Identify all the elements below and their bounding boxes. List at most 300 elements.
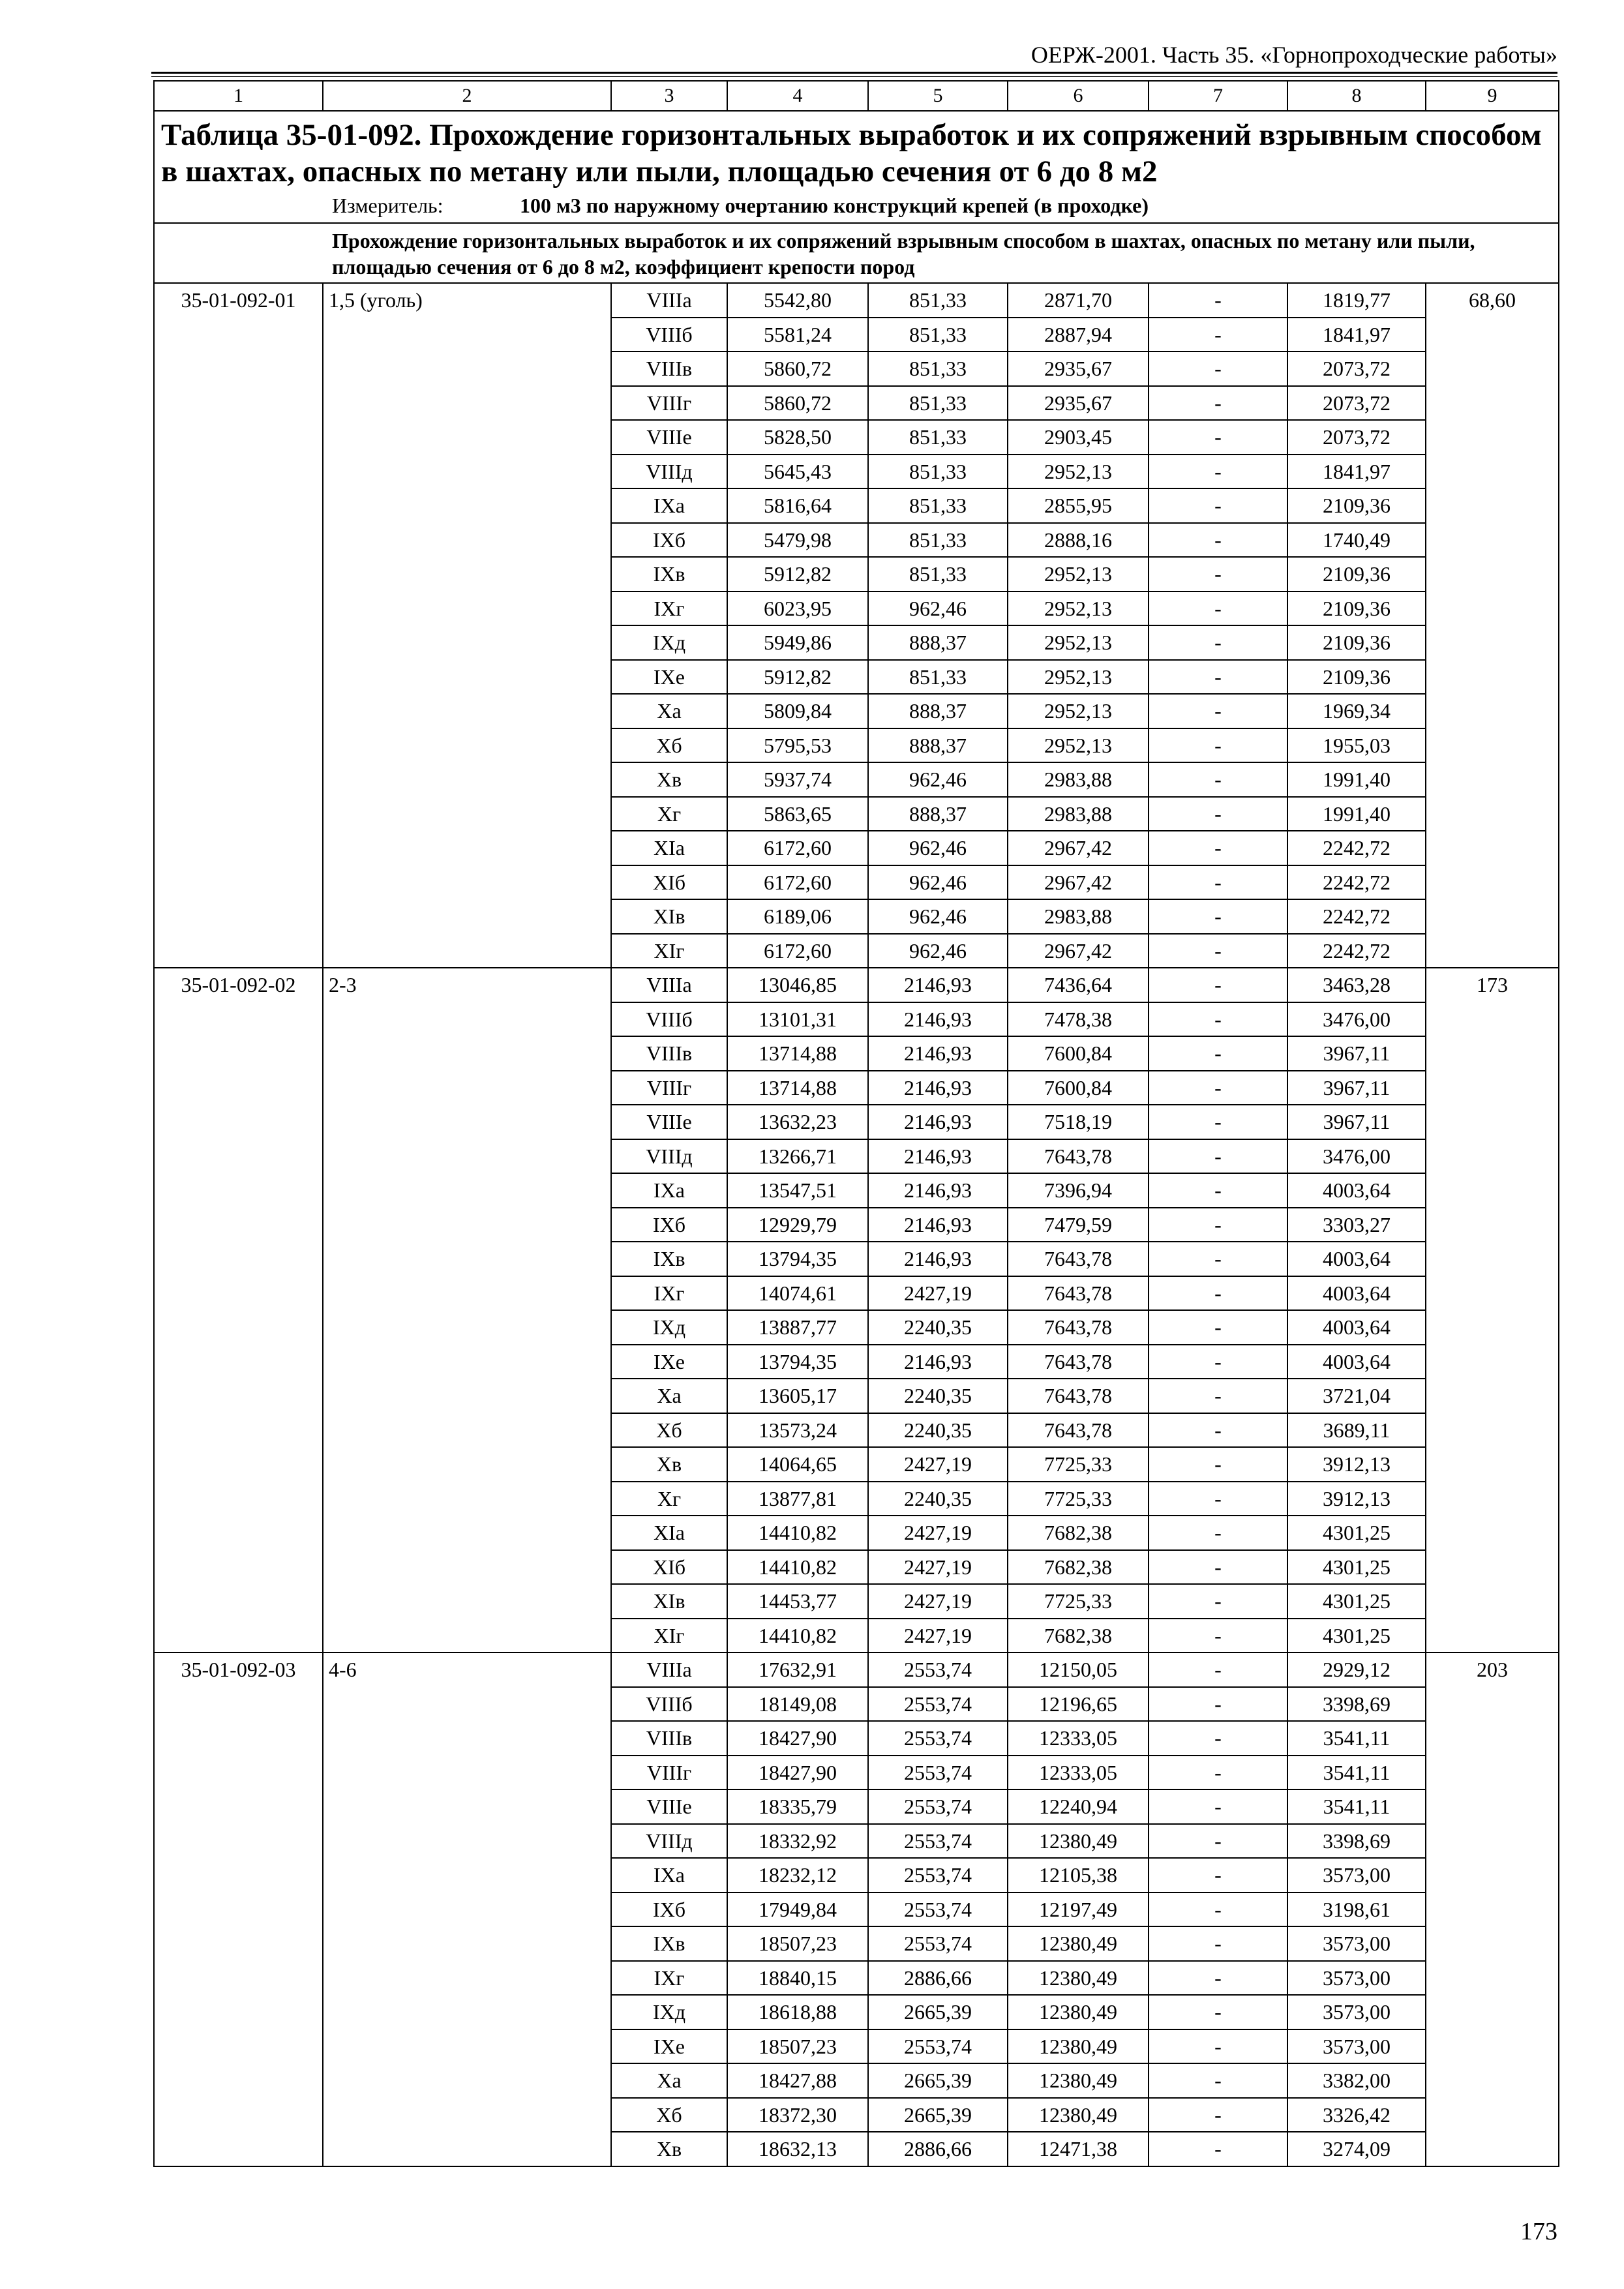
column-number: 1 (154, 81, 323, 111)
support-type: IXа (611, 1858, 727, 1893)
cost-value: 888,37 (868, 797, 1008, 831)
meter-value: 100 м3 по наружному очертанию конструкций крепей (в проходке) (520, 194, 1149, 217)
cost-value: 12380,49 (1008, 1995, 1149, 2029)
support-type: IXе (611, 1345, 727, 1379)
cost-value: - (1149, 352, 1287, 386)
subtitle-row (154, 223, 1559, 283)
cost-value: - (1149, 1173, 1287, 1208)
cost-value: 3967,11 (1287, 1105, 1426, 1139)
cost-value: 2553,74 (868, 1926, 1008, 1961)
cost-value: - (1149, 1482, 1287, 1516)
cost-value: 2871,70 (1008, 283, 1149, 318)
cost-value: 3398,69 (1287, 1687, 1426, 1722)
cost-value: 7643,78 (1008, 1242, 1149, 1276)
support-type: VIIIб (611, 318, 727, 352)
cost-value: 7643,78 (1008, 1276, 1149, 1311)
cost-value: 2109,36 (1287, 625, 1426, 660)
cost-value: 2952,13 (1008, 694, 1149, 728)
cost-value: - (1149, 1995, 1287, 2029)
cost-value: 3573,00 (1287, 1926, 1426, 1961)
table-row (154, 1653, 1559, 1687)
cost-value: 14064,65 (727, 1447, 868, 1482)
cost-value: 2109,36 (1287, 557, 1426, 591)
cost-value: 18232,12 (727, 1858, 868, 1893)
cost-value: 2553,74 (868, 1653, 1008, 1687)
cost-value: 2146,93 (868, 1036, 1008, 1071)
cost-value: 4003,64 (1287, 1242, 1426, 1276)
support-type: VIIIв (611, 1721, 727, 1756)
support-type: IXе (611, 2029, 727, 2064)
cost-value: 851,33 (868, 488, 1008, 523)
cost-value: 4301,25 (1287, 1584, 1426, 1619)
cost-value: - (1149, 523, 1287, 558)
cost-value: 2967,42 (1008, 934, 1149, 968)
cost-value: - (1149, 660, 1287, 695)
support-type: XIг (611, 1619, 727, 1653)
rock-hardness: 1,5 (уголь) (323, 283, 611, 968)
cost-value: 5542,80 (727, 283, 868, 318)
cost-value: 13632,23 (727, 1105, 868, 1139)
column-number: 9 (1426, 81, 1559, 111)
cost-value: 2952,13 (1008, 625, 1149, 660)
table-title-cell (154, 111, 1559, 223)
cost-value: - (1149, 1379, 1287, 1413)
cost-value: 2146,93 (868, 1345, 1008, 1379)
cost-value: 7436,64 (1008, 968, 1149, 1002)
cost-value: 13547,51 (727, 1173, 868, 1208)
cost-value: 3541,11 (1287, 1756, 1426, 1790)
support-type: IXд (611, 625, 727, 660)
page-header: ОЕРЖ-2001. Часть 35. «Горнопроходческие работы» (1030, 42, 1557, 68)
column-number: 5 (868, 81, 1008, 111)
cost-value: - (1149, 1824, 1287, 1859)
cost-value: 3721,04 (1287, 1379, 1426, 1413)
cost-value: 13794,35 (727, 1242, 868, 1276)
cost-value: 851,33 (868, 420, 1008, 455)
cost-value: 851,33 (868, 455, 1008, 489)
cost-value: 18507,23 (727, 1926, 868, 1961)
support-type: VIIIе (611, 1789, 727, 1824)
cost-value: 18372,30 (727, 2098, 868, 2132)
cost-value: - (1149, 591, 1287, 626)
cost-value: 3274,09 (1287, 2132, 1426, 2166)
cost-value: - (1149, 1653, 1287, 1687)
cost-value: 2903,45 (1008, 420, 1149, 455)
cost-value: 5949,86 (727, 625, 868, 660)
cost-value: 7600,84 (1008, 1036, 1149, 1071)
column-9-value: 173 (1426, 968, 1559, 1653)
support-type: XIб (611, 1550, 727, 1585)
header-rule (151, 72, 1557, 74)
cost-value: 5816,64 (727, 488, 868, 523)
cost-value: 2665,39 (868, 2098, 1008, 2132)
cost-value: 13714,88 (727, 1036, 868, 1071)
cost-value: 3689,11 (1287, 1413, 1426, 1448)
cost-value: 2240,35 (868, 1413, 1008, 1448)
cost-value: 13794,35 (727, 1345, 868, 1379)
cost-value: 7725,33 (1008, 1584, 1149, 1619)
cost-value: - (1149, 1276, 1287, 1311)
page-number: 173 (1520, 2218, 1557, 2245)
support-type: VIIIг (611, 1756, 727, 1790)
cost-value: 12380,49 (1008, 2063, 1149, 2098)
support-type: Xг (611, 797, 727, 831)
cost-value: 2073,72 (1287, 352, 1426, 386)
cost-value: 5581,24 (727, 318, 868, 352)
cost-value: 2146,93 (868, 1208, 1008, 1242)
support-type: IXг (611, 1276, 727, 1311)
support-type: Xв (611, 1447, 727, 1482)
support-type: VIIIа (611, 968, 727, 1002)
support-type: IXб (611, 1893, 727, 1927)
cost-value: 1841,97 (1287, 455, 1426, 489)
rates-table (153, 80, 1559, 2167)
cost-value: 14410,82 (727, 1516, 868, 1550)
cost-value: 7682,38 (1008, 1516, 1149, 1550)
support-type: VIIIв (611, 1036, 727, 1071)
support-type: VIIIд (611, 455, 727, 489)
cost-value: 7479,59 (1008, 1208, 1149, 1242)
support-type: IXб (611, 523, 727, 558)
support-type: Xа (611, 694, 727, 728)
cost-value: - (1149, 1447, 1287, 1482)
cost-value: 1969,34 (1287, 694, 1426, 728)
support-type: VIIIа (611, 1653, 727, 1687)
cost-value: 2242,72 (1287, 831, 1426, 865)
column-number: 6 (1008, 81, 1149, 111)
cost-value: 3382,00 (1287, 2063, 1426, 2098)
cost-value: 3573,00 (1287, 2029, 1426, 2064)
support-type: IXд (611, 1310, 727, 1345)
cost-value: - (1149, 865, 1287, 900)
cost-value: 7725,33 (1008, 1447, 1149, 1482)
cost-value: 1819,77 (1287, 283, 1426, 318)
cost-value: 2887,94 (1008, 318, 1149, 352)
cost-value: 7643,78 (1008, 1379, 1149, 1413)
cost-value: 2929,12 (1287, 1653, 1426, 1687)
cost-value: 3463,28 (1287, 968, 1426, 1002)
cost-value: 7643,78 (1008, 1139, 1149, 1174)
cost-value: 962,46 (868, 762, 1008, 797)
table-title: Таблица 35-01-092. Прохождение горизонтальных выработок и их сопряжений взрывным способом в шахтах, опасных по метану или пыли, площадью сечения от 6 до 8 м2 (161, 118, 1542, 188)
cost-value: 888,37 (868, 694, 1008, 728)
cost-value: 18335,79 (727, 1789, 868, 1824)
cost-value: 2146,93 (868, 1139, 1008, 1174)
cost-value: 851,33 (868, 660, 1008, 695)
cost-value: 2553,74 (868, 1824, 1008, 1859)
cost-value: 18427,90 (727, 1721, 868, 1756)
cost-value: 6172,60 (727, 865, 868, 900)
cost-value: 5912,82 (727, 557, 868, 591)
cost-value: 6172,60 (727, 831, 868, 865)
cost-value: 6023,95 (727, 591, 868, 626)
support-type: Xв (611, 2132, 727, 2166)
cost-value: 962,46 (868, 899, 1008, 934)
cost-value: 18618,88 (727, 1995, 868, 2029)
cost-value: 2952,13 (1008, 728, 1149, 763)
column-number: 8 (1287, 81, 1426, 111)
cost-value: - (1149, 1756, 1287, 1790)
cost-value: - (1149, 1345, 1287, 1379)
cost-value: 3912,13 (1287, 1447, 1426, 1482)
cost-value: 851,33 (868, 386, 1008, 421)
cost-value: 2935,67 (1008, 386, 1149, 421)
cost-value: 12380,49 (1008, 2029, 1149, 2064)
cost-value: 2967,42 (1008, 865, 1149, 900)
support-type: XIв (611, 899, 727, 934)
cost-value: 2146,93 (868, 1105, 1008, 1139)
cost-value: - (1149, 1036, 1287, 1071)
cost-value: 2983,88 (1008, 762, 1149, 797)
cost-value: 2240,35 (868, 1482, 1008, 1516)
cost-value: - (1149, 1002, 1287, 1037)
cost-value: 18840,15 (727, 1961, 868, 1996)
support-type: VIIIд (611, 1139, 727, 1174)
cost-value: - (1149, 1550, 1287, 1585)
cost-value: 2952,13 (1008, 660, 1149, 695)
support-type: IXв (611, 557, 727, 591)
cost-value: 13877,81 (727, 1482, 868, 1516)
cost-value: 4003,64 (1287, 1276, 1426, 1311)
cost-value: 18427,90 (727, 1756, 868, 1790)
column-number: 4 (727, 81, 868, 111)
cost-value: - (1149, 283, 1287, 318)
cost-value: 962,46 (868, 591, 1008, 626)
cost-value: 13101,31 (727, 1002, 868, 1037)
cost-value: 12333,05 (1008, 1756, 1149, 1790)
cost-value: 12380,49 (1008, 2098, 1149, 2132)
cost-value: 12150,05 (1008, 1653, 1149, 1687)
cost-value: 5937,74 (727, 762, 868, 797)
cost-value: 2242,72 (1287, 934, 1426, 968)
cost-value: 2146,93 (868, 1002, 1008, 1037)
column-number: 3 (611, 81, 727, 111)
cost-value: 18507,23 (727, 2029, 868, 2064)
cost-value: 2553,74 (868, 2029, 1008, 2064)
cost-value: - (1149, 1926, 1287, 1961)
cost-value: 2240,35 (868, 1310, 1008, 1345)
cost-value: 3573,00 (1287, 1961, 1426, 1996)
cost-value: - (1149, 797, 1287, 831)
cost-value: 6172,60 (727, 934, 868, 968)
cost-value: - (1149, 455, 1287, 489)
support-type: XIг (611, 934, 727, 968)
cost-value: 7478,38 (1008, 1002, 1149, 1037)
cost-value: 12471,38 (1008, 2132, 1149, 2166)
cost-value: 13046,85 (727, 968, 868, 1002)
cost-value: - (1149, 1310, 1287, 1345)
cost-value: 5863,65 (727, 797, 868, 831)
cost-value: 14410,82 (727, 1619, 868, 1653)
cost-value: 14410,82 (727, 1550, 868, 1585)
cost-value: - (1149, 2063, 1287, 2098)
cost-value: 888,37 (868, 728, 1008, 763)
cost-value: 2886,66 (868, 1961, 1008, 1996)
cost-value: 2146,93 (868, 1173, 1008, 1208)
support-type: Xб (611, 1413, 727, 1448)
cost-value: - (1149, 1858, 1287, 1893)
cost-value: 12380,49 (1008, 1926, 1149, 1961)
cost-value: 12380,49 (1008, 1961, 1149, 1996)
cost-value: 7396,94 (1008, 1173, 1149, 1208)
cost-value: - (1149, 1413, 1287, 1448)
cost-value: - (1149, 1961, 1287, 1996)
cost-value: 18427,88 (727, 2063, 868, 2098)
cost-value: 17632,91 (727, 1653, 868, 1687)
cost-value: 7643,78 (1008, 1345, 1149, 1379)
cost-value: - (1149, 1584, 1287, 1619)
cost-value: 3912,13 (1287, 1482, 1426, 1516)
cost-value: 13605,17 (727, 1379, 868, 1413)
cost-value: - (1149, 1687, 1287, 1722)
cost-value: 2427,19 (868, 1276, 1008, 1311)
cost-value: 851,33 (868, 557, 1008, 591)
support-type: Xб (611, 728, 727, 763)
cost-value: 2073,72 (1287, 386, 1426, 421)
column-9-value: 68,60 (1426, 283, 1559, 968)
cost-value: 2427,19 (868, 1584, 1008, 1619)
cost-value: 2146,93 (868, 1071, 1008, 1105)
rate-code: 35-01-092-02 (154, 968, 323, 1653)
cost-value: 2146,93 (868, 968, 1008, 1002)
cost-value: - (1149, 1105, 1287, 1139)
cost-value: 2855,95 (1008, 488, 1149, 523)
support-type: IXг (611, 1961, 727, 1996)
cost-value: - (1149, 1139, 1287, 1174)
cost-value: - (1149, 762, 1287, 797)
column-number-row (154, 81, 1559, 111)
cost-value: - (1149, 557, 1287, 591)
cost-value: 18332,92 (727, 1824, 868, 1859)
cost-value: - (1149, 899, 1287, 934)
cost-value: 851,33 (868, 523, 1008, 558)
cost-value: 2242,72 (1287, 865, 1426, 900)
cost-value: 3198,61 (1287, 1893, 1426, 1927)
cost-value: 851,33 (868, 318, 1008, 352)
cost-value: 2553,74 (868, 1756, 1008, 1790)
support-type: VIIIд (611, 1824, 727, 1859)
cost-value: 7643,78 (1008, 1310, 1149, 1345)
cost-value: 5809,84 (727, 694, 868, 728)
support-type: Xа (611, 1379, 727, 1413)
cost-value: 962,46 (868, 934, 1008, 968)
cost-value: 18632,13 (727, 2132, 868, 2166)
subtitle: Прохождение горизонтальных выработок и их сопряжений взрывным способом в шахтах, опасных по метану или пыли, площадью сечения от 6 до 8 м2, коэффициент крепости пород (154, 223, 1559, 283)
cost-value: 962,46 (868, 831, 1008, 865)
cost-value: 3541,11 (1287, 1789, 1426, 1824)
support-type: VIIIв (611, 352, 727, 386)
cost-value: - (1149, 1208, 1287, 1242)
cost-value: 2952,13 (1008, 591, 1149, 626)
cost-value: 2967,42 (1008, 831, 1149, 865)
cost-value: 12240,94 (1008, 1789, 1149, 1824)
cost-value: 7682,38 (1008, 1550, 1149, 1585)
table-row (154, 283, 1559, 318)
cost-value: 1991,40 (1287, 797, 1426, 831)
cost-value: - (1149, 318, 1287, 352)
cost-value: - (1149, 2098, 1287, 2132)
cost-value: 1740,49 (1287, 523, 1426, 558)
cost-value: - (1149, 968, 1287, 1002)
cost-value: 13887,77 (727, 1310, 868, 1345)
cost-value: - (1149, 1242, 1287, 1276)
support-type: IXе (611, 660, 727, 695)
cost-value: - (1149, 420, 1287, 455)
support-type: VIIIе (611, 420, 727, 455)
support-type: XIа (611, 831, 727, 865)
cost-value: - (1149, 728, 1287, 763)
cost-value: 2553,74 (868, 1858, 1008, 1893)
cost-value: 2888,16 (1008, 523, 1149, 558)
cost-value: 2886,66 (868, 2132, 1008, 2166)
cost-value: - (1149, 1516, 1287, 1550)
support-type: Xа (611, 2063, 727, 2098)
cost-value: 13573,24 (727, 1413, 868, 1448)
cost-value: 14074,61 (727, 1276, 868, 1311)
cost-value: 13714,88 (727, 1071, 868, 1105)
cost-value: 5828,50 (727, 420, 868, 455)
cost-value: 2240,35 (868, 1379, 1008, 1413)
support-type: Xв (611, 762, 727, 797)
cost-value: 2146,93 (868, 1242, 1008, 1276)
support-type: XIв (611, 1584, 727, 1619)
cost-value: 12929,79 (727, 1208, 868, 1242)
cost-value: 4301,25 (1287, 1516, 1426, 1550)
cost-value: 2427,19 (868, 1619, 1008, 1653)
cost-value: 12197,49 (1008, 1893, 1149, 1927)
cost-value: 3573,00 (1287, 1858, 1426, 1893)
cost-value: 1955,03 (1287, 728, 1426, 763)
cost-value: 7682,38 (1008, 1619, 1149, 1653)
cost-value: - (1149, 488, 1287, 523)
cost-value: 2242,72 (1287, 899, 1426, 934)
table-title-row (154, 111, 1559, 223)
cost-value: 3303,27 (1287, 1208, 1426, 1242)
cost-value: 12196,65 (1008, 1687, 1149, 1722)
cost-value: 7725,33 (1008, 1482, 1149, 1516)
cost-value: 2427,19 (868, 1516, 1008, 1550)
cost-value: 3967,11 (1287, 1071, 1426, 1105)
cost-value: 4003,64 (1287, 1173, 1426, 1208)
header-rule-thin (151, 76, 1557, 77)
cost-value: 1991,40 (1287, 762, 1426, 797)
cost-value: 2665,39 (868, 1995, 1008, 2029)
cost-value: 12333,05 (1008, 1721, 1149, 1756)
support-type: VIIIб (611, 1002, 727, 1037)
cost-value: 2427,19 (868, 1550, 1008, 1585)
support-type: VIIIг (611, 1071, 727, 1105)
support-type: IXв (611, 1926, 727, 1961)
support-type: VIIIе (611, 1105, 727, 1139)
support-type: VIIIа (611, 283, 727, 318)
meter-line (161, 192, 1552, 218)
cost-value: 3967,11 (1287, 1036, 1426, 1071)
cost-value: - (1149, 694, 1287, 728)
cost-value: - (1149, 1071, 1287, 1105)
cost-value: - (1149, 625, 1287, 660)
cost-value: 2983,88 (1008, 797, 1149, 831)
cost-value: - (1149, 1721, 1287, 1756)
cost-value: 5860,72 (727, 386, 868, 421)
cost-value: 1841,97 (1287, 318, 1426, 352)
cost-value: 2427,19 (868, 1447, 1008, 1482)
cost-value: 4301,25 (1287, 1550, 1426, 1585)
cost-value: 14453,77 (727, 1584, 868, 1619)
cost-value: - (1149, 831, 1287, 865)
cost-value: 3476,00 (1287, 1002, 1426, 1037)
cost-value: 3326,42 (1287, 2098, 1426, 2132)
cost-value: 851,33 (868, 283, 1008, 318)
